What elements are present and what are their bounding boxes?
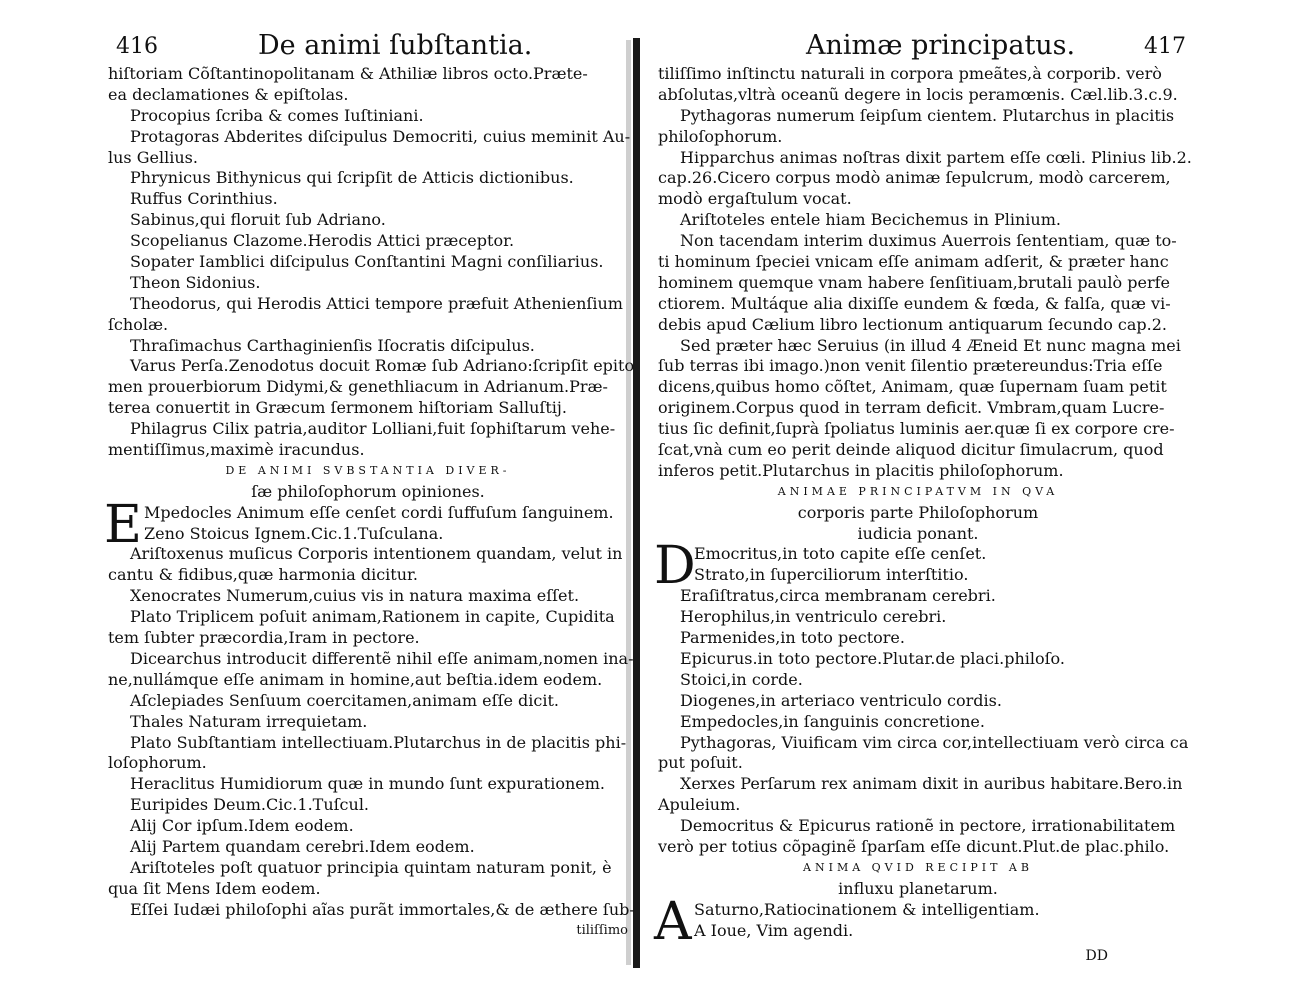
text-line: tius ſic definit,ſuprà ſpoliatus luminis aer.quæ ſi ex corpore cre- — [658, 419, 1175, 439]
text-line: hiſtoriam Cõſtantinopolitanam & Athiliæ libros octo.Præte- — [108, 64, 588, 83]
text-line: philoſophorum. — [658, 126, 783, 146]
text-line: hominem quemque vnam habere ſenſitiuam,brutali paulò perfe — [658, 272, 1170, 292]
text-line: ti hominum ſpeciei vnicam eſſe animam adſerit, & præter hanc — [658, 252, 1169, 272]
text-line: ANIMA QVID RECIPIT AB — [803, 860, 1033, 874]
text-line: Theodorus, qui Herodis Attici tempore præfuit Athenienſium — [130, 293, 623, 313]
text-line: tiliſſimo — [576, 922, 628, 938]
text-line: ſub terras ibi imago.)non venit ſilentio prætereundus:Tria eſſe — [658, 356, 1163, 376]
text-line: Ruffus Corinthius. — [130, 189, 278, 209]
text-line: modò ergaſtulum vocat. — [658, 189, 852, 209]
left-page — [104, 0, 635, 1000]
text-line: Empedocles,in ſanguinis concretione. — [680, 711, 985, 731]
text-line: Plato Triplicem poſuit animam,Rationem in capite, Cupidita — [130, 607, 615, 627]
text-line: ſcat,vnà cum eo perit deinde aliquod dicitur ſimulacrum, quod — [658, 440, 1164, 460]
left-page-text — [104, 64, 635, 941]
right-running-head: Animæ principatus. — [806, 30, 1076, 61]
text-line: DE ANIMI SVBSTANTIA DIVER- — [225, 463, 511, 477]
text-line: Herophilus,in ventriculo cerebri. — [680, 607, 947, 627]
text-line: Xerxes Perſarum rex animam dixit in auribus habitare.Bero.in — [680, 774, 1183, 794]
text-line: Eſſei Iudæi philoſophi aĩas purãt immortales,& de æthere ſub- — [130, 899, 635, 919]
text-line: Ariſtoteles poſt quatuor principia quintam naturam ponit, è — [130, 857, 612, 877]
text-line: Zeno Stoicus Ignem.Cic.1.Tuſculana. — [144, 523, 444, 543]
drop-cap: A — [654, 891, 692, 952]
catchword: DD — [1085, 948, 1108, 964]
text-line: Alij Partem quandam cerebri.Idem eodem. — [130, 836, 475, 856]
text-line: Strato,in ſuperciliorum interſtitio. — [694, 565, 969, 585]
text-line: Sopater Iamblici diſcipulus Conſtantini Magni conſiliarius. — [130, 252, 604, 272]
text-line: Non tacendam interim duximus Auerrois ſententiam, quæ to- — [680, 231, 1177, 251]
text-line: Hipparchus animas noſtras dixit partem eſſe cœli. Plinius lib.2. — [680, 147, 1192, 167]
text-line: Eraſiſtratus,circa membranam cerebri. — [680, 586, 996, 606]
right-page-header — [658, 30, 1186, 64]
text-line: verò per totius cõpaginẽ ſparſam eſſe dicunt.Plut.de plac.philo. — [658, 836, 1170, 856]
text-line: cantu & fidibus,quæ harmonia dicitur. — [108, 565, 418, 585]
right-page — [654, 0, 1192, 1000]
left-page-number: 416 — [116, 34, 158, 59]
text-line: Euripides Deum.Cic.1.Tuſcul. — [130, 795, 370, 815]
text-line: corporis parte Philoſophorum — [797, 502, 1039, 522]
text-line: dicens,quibus homo cõſtet, Animam, quæ ſupernam ſuam petit — [658, 377, 1167, 397]
text-line: Alij Cor ipſum.Idem eodem. — [130, 816, 354, 836]
text-line: Xenocrates Numerum,cuius vis in natura maxima eſſet. — [130, 586, 580, 606]
text-line: Epicurus.in toto pectore.Plutar.de placi.philoſo. — [680, 648, 1065, 668]
text-line: ſcholæ. — [108, 314, 169, 334]
text-line: ANIMAE PRINCIPATVM IN QVA — [777, 484, 1059, 498]
text-line: A Ioue, Vim agendi. — [694, 920, 854, 940]
text-line: Dicearchus introducit differentẽ nihil eſſe animam,nomen ina- — [130, 648, 634, 668]
text-line: mentiſſimus,maximè iracundus. — [108, 440, 365, 460]
text-line: Ariſtoteles entele hiam Becichemus in Plinium. — [680, 210, 1061, 230]
text-line: Democritus & Epicurus rationẽ in pectore, irrationabilitatem — [680, 816, 1176, 836]
drop-cap: E — [104, 494, 142, 555]
text-line: ctiorem. Multáque alia dixiſſe eundem & fœda, & falſa, quæ vi- — [658, 293, 1171, 313]
text-line: Aſclepiades Senſuum coercitamen,animam eſſe dicit. — [130, 690, 559, 710]
text-line: qua ſit Mens Idem eodem. — [108, 878, 321, 898]
text-line: Heraclitus Humidiorum quæ in mundo ſunt expurationem. — [130, 774, 605, 794]
text-line: Diogenes,in arteriaco ventriculo cordis. — [680, 690, 1002, 710]
text-line: men prouerbiorum Didymi,& genethliacum in Adrianum.Præ- — [108, 377, 608, 397]
text-line: Sabinus,qui floruit ſub Adriano. — [130, 210, 386, 230]
text-line: Thales Naturam irrequietam. — [130, 711, 368, 731]
text-line: Pythagoras numerum ſeipſum cientem. Plutarchus in placitis — [680, 105, 1175, 125]
text-line: Thraſimachus Carthaginienſis Iſocratis diſcipulus. — [130, 335, 535, 355]
text-line: Apuleium. — [658, 795, 741, 815]
text-line: influxu planetarum. — [838, 878, 998, 898]
text-line: ea declamationes & epiſtolas. — [108, 84, 349, 104]
left-page-header — [108, 30, 628, 64]
line-text: Saturno,Ratiocinationem & intelligentiam. — [694, 899, 1040, 919]
text-line: tem ſubter præcordia,Iram in pectore. — [108, 628, 420, 648]
text-line: debis apud Cælium libro lectionum antiquarum ſecundo cap.2. — [658, 314, 1167, 334]
text-line: Pythagoras, Viuificam vim circa cor,intellectiuam verò circa ca — [680, 732, 1189, 752]
text-line: Plato Subſtantiam intellectiuam.Plutarchus in de placitis phi- — [130, 732, 627, 752]
text-line: inferos petit.Plutarchus in placitis philoſophorum. — [658, 460, 1064, 480]
text-line: Varus Perſa.Zenodotus docuit Romæ ſub Adriano:ſcripſit epito — [130, 356, 635, 376]
text-line: Theon Sidonius. — [130, 272, 261, 292]
text-line: iudicia ponant. — [857, 523, 979, 543]
text-line: Scopelianus Clazome.Herodis Attici præceptor. — [130, 231, 515, 251]
text-line: Stoici,in corde. — [680, 669, 803, 689]
line-text: Emocritus,in toto capite eſſe cenſet. — [694, 544, 987, 564]
text-line: tiliſſimo inſtinctu naturali in corpora pmeãtes,à corporib. verò — [658, 64, 1162, 83]
line-text: Mpedocles Animum eſſe cenſet cordi ſuffuſum ſanguinem. — [144, 502, 614, 522]
text-line: Phrynicus Bithynicus qui ſcripſit de Atticis dictionibus. — [130, 168, 574, 188]
text-line: Protagoras Abderites diſcipulus Democriti, cuius meminit Au- — [130, 126, 631, 146]
right-page-number: 417 — [1144, 34, 1186, 59]
text-line: Sed præter hæc Seruius (in illud 4 Æneid Et nunc magna mei — [680, 335, 1181, 355]
text-line: put poſuit. — [658, 753, 743, 773]
text-line: ſæ philoſophorum opiniones. — [251, 481, 485, 501]
left-running-head: De animi ſubſtantia. — [258, 30, 533, 61]
text-line: abſolutas,vltrà oceanũ degere in locis peramœnis. Cæl.lib.3.c.9. — [658, 84, 1178, 104]
text-line: loſophorum. — [108, 753, 207, 773]
right-page-text — [654, 64, 1192, 952]
text-line: cap.26.Cicero corpus modò animæ ſepulcrum, modò carcerem, — [658, 168, 1171, 188]
text-line: Philagrus Cilix patria,auditor Lolliani,fuit ſophiſtarum vehe- — [130, 419, 616, 439]
text-line: terea conuertit in Græcum ſermonem hiſtoriam Salluſtij. — [108, 398, 567, 418]
drop-cap: D — [654, 536, 696, 597]
text-line: lus Gellius. — [108, 147, 198, 167]
text-line: ne,nullámque eſſe animam in homine,aut beſtia.idem eodem. — [108, 669, 603, 689]
book-gutter — [633, 38, 640, 968]
text-line: Ariſtoxenus muſicus Corporis intentionem quandam, velut in — [130, 544, 623, 564]
text-line: originem.Corpus quod in terram deficit. Vmbram,quam Lucre- — [658, 398, 1165, 418]
text-line: Parmenides,in toto pectore. — [680, 628, 905, 648]
text-line: Procopius ſcriba & comes Iuſtiniani. — [130, 105, 424, 125]
